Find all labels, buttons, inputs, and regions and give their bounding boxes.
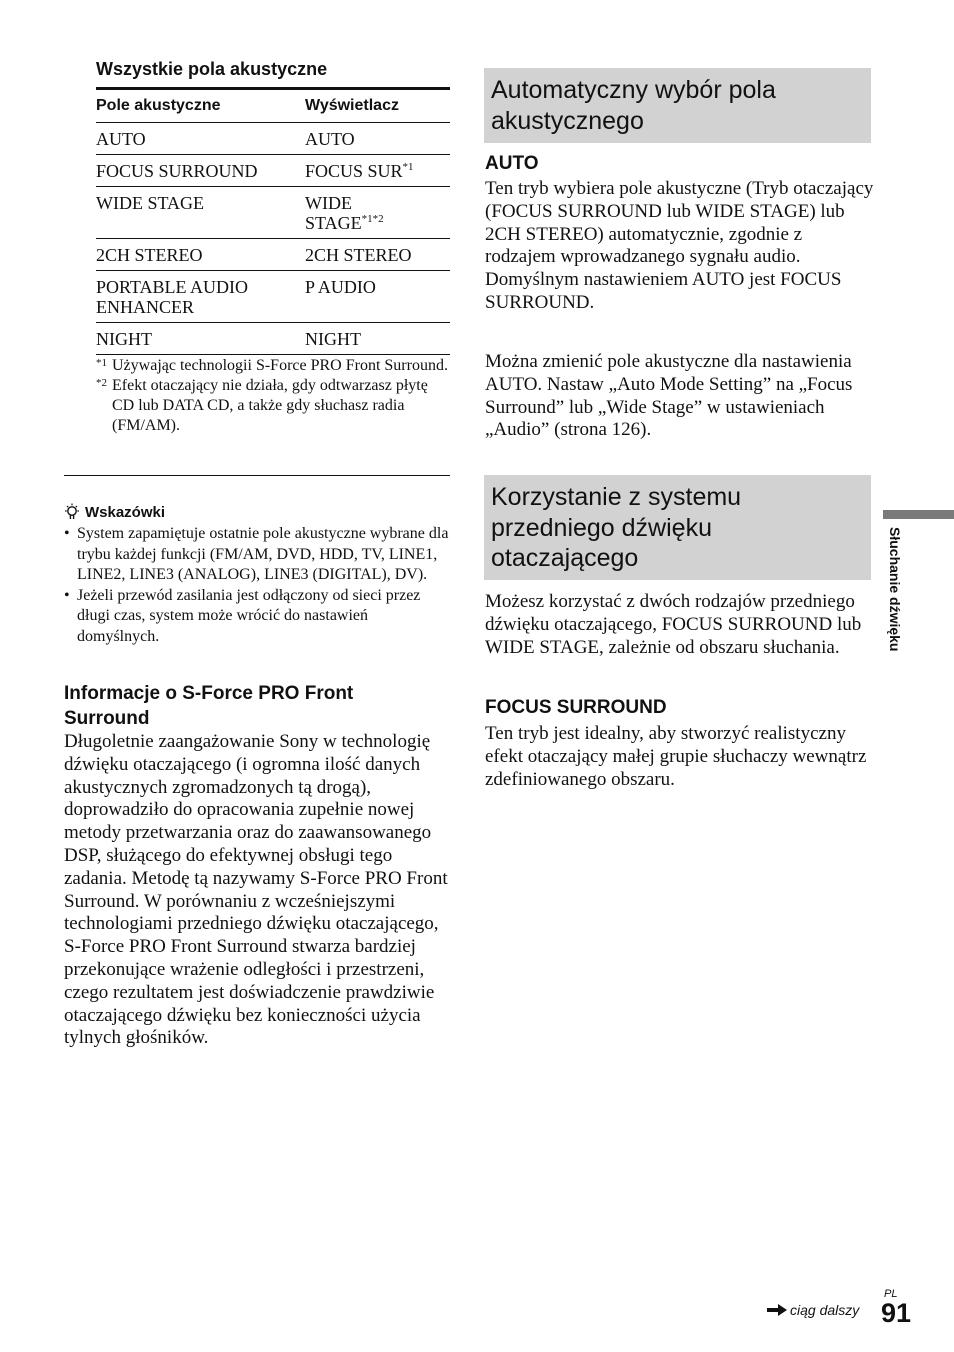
tips-box bbox=[64, 502, 454, 647]
front-surround-description: Możesz korzystać z dwóch rodzajów przedniego dźwięku otaczającego, FOCUS SURROUND lub WIDE STAGE, zależnie od obszaru słuchania. bbox=[485, 591, 862, 658]
side-tab-label: Słuchanie dźwięku bbox=[887, 527, 903, 652]
table-title: Wszystkie pola akustyczne bbox=[96, 59, 328, 79]
language-code: PL bbox=[884, 1288, 898, 1300]
divider bbox=[64, 475, 450, 476]
tips-heading: Wskazówki bbox=[64, 502, 454, 522]
tip-item: • Jeżeli przewód zasilania jest odłączony od sieci przez długi czas, system może wrócić do nastawień domyślnych. bbox=[64, 586, 454, 648]
side-tab-bar bbox=[883, 510, 954, 519]
table-cell-field: 2CH STEREO bbox=[96, 245, 203, 265]
table-cell-field: FOCUS SURROUND bbox=[96, 161, 258, 181]
table-cell-display: WIDE $STAGE^{*1*2}$ bbox=[305, 193, 384, 233]
info-heading: Informacje o S-Force PRO Front Surround bbox=[64, 683, 354, 729]
subheading-auto: AUTO bbox=[485, 153, 539, 174]
footnote-ref: *1*2 bbox=[361, 213, 384, 225]
table-row bbox=[96, 155, 450, 187]
table-cell-field: AUTO bbox=[96, 129, 146, 149]
table-row bbox=[96, 123, 450, 155]
footnote-ref: *1 bbox=[402, 161, 414, 173]
table-cell-display: 2CH STEREO bbox=[305, 245, 412, 265]
table-header-field: Pole akustyczne bbox=[96, 97, 221, 114]
tip-item: • System zapamiętuje ostatnie pole akustyczne wybrane dla trybu każdej funkcji (FM/AM, DVD, HDD, TV, LINE1, LINE2, LINE3 (ANALOG), LINE3 (DIGITAL), DV). bbox=[64, 524, 454, 586]
table-cell-display: NIGHT bbox=[305, 329, 361, 349]
auto-description: Ten tryb wybiera pole akustyczne (Tryb otaczający (FOCUS SURROUND lub WIDE STAGE) lub 2CH STEREO) automatycznie, zgodnie z rodzajem wprowadzanego sygnału audio. Domyślnym nastawieniem AUTO jest FOCUS SURROUND. bbox=[485, 178, 874, 313]
table-row bbox=[96, 239, 450, 271]
auto-mode-note: Można zmienić pole akustyczne dla nastawienia AUTO. Nastaw „Auto Mode Setting” na „Focus Surround” lub „Wide Stage” w ustawieniach „Audio” (strona 126). bbox=[485, 351, 853, 441]
table-cell-display: AUTO bbox=[305, 129, 355, 149]
section-heading-auto-selection: Automatyczny wybór pola akustycznego bbox=[484, 68, 871, 143]
table-footnotes bbox=[96, 356, 450, 436]
footnote: *2 Efekt otaczający nie działa, gdy odtwarzasz płytę CD lub DATA CD, a także gdy słuchasz radia (FM/AM). bbox=[96, 377, 428, 434]
focus-surround-description: Ten tryb jest idealny, aby stworzyć realistyczny efekt otaczający małej grupie słuchaczy wewnątrz zdefiniowanego obszaru. bbox=[485, 723, 867, 790]
table-row bbox=[96, 187, 450, 239]
table-cell-field: NIGHT bbox=[96, 329, 152, 349]
table-cell-display: P AUDIO bbox=[305, 277, 376, 297]
table-cell-display: FOCUS SUR$^{*1}$ bbox=[305, 161, 414, 181]
table-cell-field: WIDE STAGE bbox=[96, 193, 205, 213]
table-cell-field: PORTABLE AUDIO ENHANCER bbox=[96, 277, 248, 317]
subheading-focus-surround: FOCUS SURROUND bbox=[485, 697, 667, 718]
page-number: 91 bbox=[881, 1298, 912, 1328]
info-body: Długoletnie zaangażowanie Sony w technologię dźwięku otaczającego (i ogromna ilość danych akustycznych zgromadzonych tą drogą), doprowadziło do opracowania zupełnie nowej metody przetwarzania oraz do zaawansowanego DSP, służącego do efektywnej obsługi tego zadania. Metodę tą nazywamy S-Force PRO Front Surround. W porównaniu z wcześniejszymi technologiami przedniego dźwięku otaczającego, S-Force PRO Front Surround stwarza bardziej przekonujące wrażenie odległości i przestrzeni, czego rezultatem jest doświadczenie prawdziwie otaczającego dźwięku bez konieczności użycia tylnych głośników. bbox=[64, 731, 448, 1049]
section-heading-front-surround: Korzystanie z systemu przedniego dźwięku otaczającego bbox=[484, 475, 871, 580]
footnote: *1 Używając technologii S-Force PRO Front Surround. bbox=[96, 357, 448, 374]
continued-indicator: ciąg dalszy bbox=[766, 1302, 859, 1318]
table-header-display: Wyświetlacz bbox=[305, 97, 399, 114]
table-header-row bbox=[96, 90, 450, 123]
lightbulb-icon bbox=[64, 503, 80, 521]
sound-field-table bbox=[96, 87, 450, 355]
arrow-right-icon bbox=[766, 1303, 788, 1317]
tips-list bbox=[64, 524, 454, 647]
table-row bbox=[96, 323, 450, 355]
table-row bbox=[96, 271, 450, 323]
